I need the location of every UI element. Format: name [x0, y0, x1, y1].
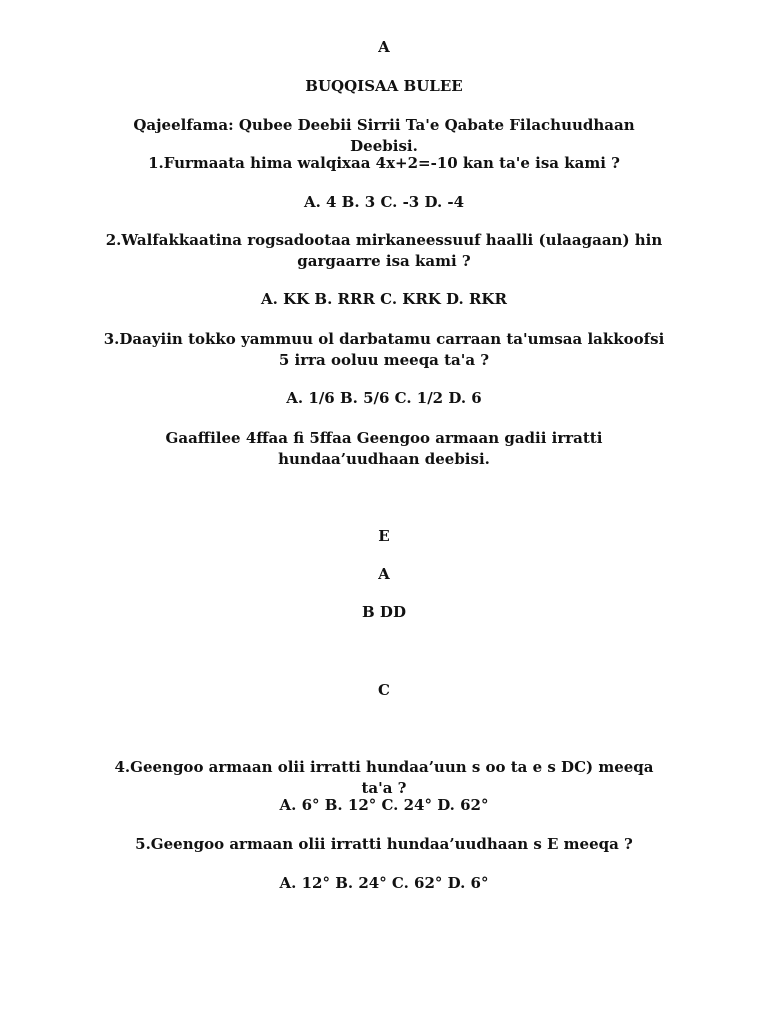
document-title: BUQQISAA BULEE	[305, 77, 463, 95]
instruction-text: Qajeelfama: Qubee Deebii Sirrii Ta'e Qabate Filachuudhaan Deebisi.	[133, 116, 635, 155]
figure-label-c: C	[378, 681, 390, 699]
question-5-options: A. 12° B. 24° C. 62° D. 6°	[279, 874, 489, 892]
group-instruction-text: Gaaffilee 4ffaa fi 5ffaa Geengoo armaan gadii irratti hundaa’uudhaan deebisi.	[165, 429, 603, 468]
question-4-options: A. 6° B. 12° C. 24° D. 62°	[279, 796, 489, 814]
question-2-options: A. KK B. RRR C. KRK D. RKR	[261, 290, 507, 308]
question-3-text: 3.Daayiin tokko yammuu ol darbatamu carraan ta'umsaa lakkoofsi 5 irra ooluu meeqa ta'a ?	[103, 330, 665, 369]
figure-label-b-dd: B DD	[362, 603, 406, 621]
question-1-text: 1.Furmaata hima walqixaa 4x+2=-10 kan ta'e isa kami ?	[148, 154, 620, 172]
figure-label-e: E	[378, 527, 390, 545]
section-letter: A	[378, 38, 390, 56]
question-4-text: 4.Geengoo armaan olii irratti hundaa’uun s oo ta e s DC) meeqa ta'a ?	[114, 758, 654, 797]
question-1-options: A. 4 B. 3 C. -3 D. -4	[303, 193, 465, 211]
question-2-text: 2.Walfakkaatina rogsadootaa mirkaneessuuf haalli (ulaagaan) hin gargaarre isa kami ?	[105, 231, 663, 270]
question-5-text: 5.Geengoo armaan olii irratti hundaa’uudhaan s E meeqa ?	[135, 835, 633, 853]
question-3-options: A. 1/6 B. 5/6 C. 1/2 D. 6	[286, 389, 482, 407]
figure-label-a: A	[378, 565, 390, 583]
